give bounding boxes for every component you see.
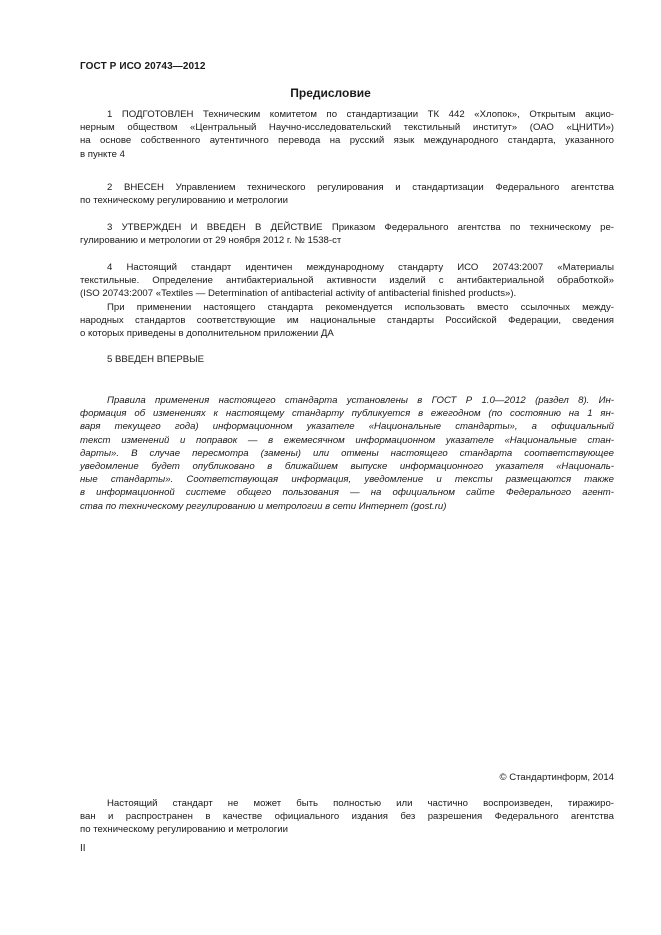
- text-line: в пункте 4: [80, 148, 125, 160]
- text-line: Настоящий стандарт не может быть полностью или частично воспроизведен, тиражиро-: [107, 798, 614, 809]
- text-line: по техническому регулированию и метрологии: [80, 824, 288, 836]
- text-line: При применении настоящего стандарта рекомендуется использовать вместо ссылочных между-: [107, 301, 614, 313]
- text-line: 4 Настоящий стандарт идентичен международному стандарту ИСО 20743:2007 «Материалы: [107, 262, 614, 273]
- text-line: уведомление будет опубликовано в ближайшем выпуске информационного указателя «Националь-: [80, 461, 614, 473]
- text-line: ван и распространен в качестве официального издания без разрешения Федерального агентства: [80, 811, 614, 823]
- section-2-introduced-by: [80, 181, 614, 207]
- text-line: Правила применения настоящего стандарта установлены в ГОСТ Р 1.0—2012 (раздел 8). Ин-: [107, 395, 614, 406]
- text-line: гулированию и метрологии от 29 ноября 2012 г. № 1538-ст: [80, 235, 342, 247]
- text-line: на основе собственного аутентичного перевода на русский язык международного стандарта, указанного: [80, 135, 614, 147]
- text-line: 3 УТВЕРЖДЕН И ВВЕДЕН В ДЕЙСТВИЕ Приказом Федерального агентства по техническому ре-: [107, 222, 614, 233]
- standard-id: ГОСТ Р ИСО 20743—2012: [80, 61, 206, 72]
- page-title: Предисловие: [290, 86, 371, 100]
- text-line: народных стандартов соответствующие им национальные стандарты Российской Федерации, сведения: [80, 314, 614, 326]
- section-4-identity: [80, 261, 614, 340]
- text-line: текст изменений и поправок — в ежемесячном информационном указателе «Национальные стан-: [80, 434, 614, 446]
- application-notice: [80, 394, 614, 513]
- section-3-approved: [80, 221, 614, 247]
- section-5-first-introduced: [80, 353, 614, 366]
- text-line: (ISO 20743:2007 «Textiles — Determination of antibacterial activity of antibacterial finished products»).: [80, 288, 517, 300]
- reproduction-notice: [80, 797, 614, 837]
- text-line: ства по техническому регулированию и метрологии в сети Интернет (gost.ru): [80, 500, 447, 512]
- text-line: текстильные. Определение антибактериальной активности изделий с антибактериальной обработкой»: [80, 275, 614, 287]
- page-number: II: [80, 843, 86, 854]
- text-line: 5 ВВЕДЕН ВПЕРВЫЕ: [107, 354, 205, 365]
- text-line: нерным обществом «Центральный Научно-исследовательский текстильный институт» (ОАО «ЦНИТИ»): [80, 122, 614, 134]
- text-line: 2 ВНЕСЕН Управлением технического регулирования и стандартизации Федерального агентства: [107, 182, 614, 193]
- text-line: по техническому регулированию и метрологии: [80, 195, 288, 207]
- text-line: в информационной системе общего пользования — на официальном сайте Федерального агент-: [80, 487, 614, 499]
- text-line: ные стандарты». Соответствующая информация, уведомление и тексты размещаются также: [80, 474, 614, 486]
- text-line: дарты». В случае пересмотра (замены) или отмены настоящего стандарта соответствующее: [80, 447, 614, 459]
- section-1-prepared-by: [80, 108, 614, 161]
- copyright-notice: © Стандартинформ, 2014: [499, 772, 614, 783]
- text-line: о которых приведены в дополнительном приложении ДА: [80, 328, 334, 340]
- text-line: 1 ПОДГОТОВЛЕН Техническим комитетом по стандартизации ТК 442 «Хлопок», Открытым акцио-: [107, 109, 614, 120]
- text-line: варя текущего года) информационном указателе «Национальные стандарты», а официальный: [80, 421, 614, 433]
- text-line: формация об изменениях к настоящему стандарту публикуется в ежегодном (по состоянию на 1 ян-: [80, 408, 614, 420]
